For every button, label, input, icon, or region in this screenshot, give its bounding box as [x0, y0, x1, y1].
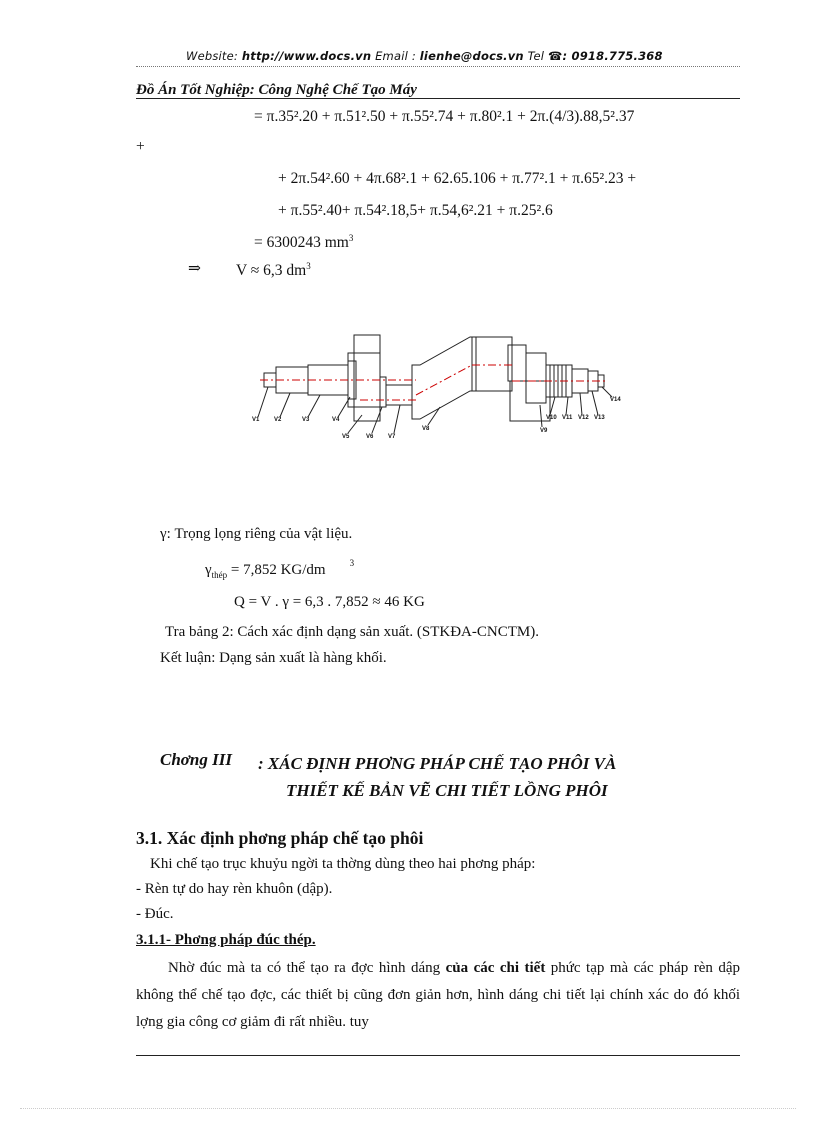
- website-label: Website:: [186, 49, 242, 63]
- email-link[interactable]: lienhe@docs.vn: [419, 49, 524, 63]
- email-label: Email :: [371, 49, 420, 63]
- label-v7: V7: [388, 434, 396, 440]
- crankshaft-figure: [250, 325, 630, 445]
- volume-result-mm3: = 6300243 $mm^3$: [254, 233, 354, 251]
- mass-equation: Q = V . γ = 6,3 . 7,852 ≈ 46 KG: [234, 594, 425, 610]
- conclusion: Kết luận: Dạng sản xuất là hàng khối.: [160, 650, 387, 666]
- label-v6: V6: [366, 434, 374, 440]
- continuation-plus: +: [136, 138, 145, 155]
- phone-icon: ☎: [547, 49, 563, 63]
- tel-label: Tel: [523, 49, 548, 63]
- footer-divider: [136, 1055, 740, 1056]
- crank-pin-left: [386, 385, 412, 405]
- page-edge: [20, 1108, 796, 1109]
- chapter-title-line-1: : XÁC ĐỊNH PHƠNG PHÁP CHẾ TẠO PHÔI VÀ: [258, 754, 617, 773]
- implies-arrow: ⇒: [188, 260, 201, 277]
- label-v1: V1: [252, 417, 260, 423]
- method-item-casting: - Đúc.: [136, 906, 174, 922]
- steel-density: $\gamma_{thép} = 7,852$ KG/dm $^3$: [205, 558, 355, 580]
- crank-web-left: [354, 335, 380, 421]
- crank-web-angled: [412, 337, 476, 419]
- section-3-1-intro: Khi chế tạo trục khuỷu ngời ta thờng dùng theo hai phơng pháp:: [150, 856, 536, 872]
- volume-equation-line-3: + π.55².40+ π.54².18,5+ π.54,6².21 + π.25².6: [278, 202, 553, 219]
- title-divider: [136, 98, 740, 99]
- volume-equation-line-2: + 2π.54².60 + 4π.68².1 + 62.65.106 + π.77².1 + π.65².23 +: [278, 170, 637, 187]
- crank-web-right: [510, 381, 550, 421]
- header-divider: [136, 66, 740, 67]
- label-v11: V11: [562, 415, 573, 421]
- chapter-label: Chơng III: [160, 750, 232, 769]
- page-header: [186, 49, 663, 63]
- label-v4: V4: [332, 417, 340, 423]
- section-3-1-1-heading: 3.1.1- Phơng pháp đúc thép.: [136, 932, 316, 948]
- label-v13: V13: [594, 415, 605, 421]
- method-item-forging: - Rèn tự do hay rèn khuôn (dập).: [136, 881, 333, 897]
- label-v14: V14: [610, 397, 621, 403]
- label-v9: V9: [540, 428, 548, 434]
- gamma-definition: γ: Trọng lọng riêng của vật liệu.: [160, 526, 353, 542]
- table-reference: Tra bảng 2: Cách xác định dạng sản xuất. (STKĐA-CNCTM).: [165, 624, 539, 640]
- label-v8: V8: [422, 426, 430, 432]
- label-v2: V2: [274, 417, 282, 423]
- casting-paragraph: Nhờ đúc mà ta có thể tạo ra đợc hình dáng của các chi tiết phức tạp mà các pháp rèn dập không thể chế tạo đợc, các thiết bị cũng đơn giản hơn, hình dáng chi tiết lại chính xác do đó khối lợng gia công cơ giảm đi rất nhiều. tuy: [136, 960, 740, 1030]
- chapter-title-line-2: THIẾT KẾ BẢN VẼ CHI TIẾT LỒNG PHÔI: [286, 781, 608, 800]
- document-title: Đồ Án Tốt Nghiệp: Công Nghệ Chế Tạo Máy: [136, 82, 417, 98]
- label-v12: V12: [578, 415, 589, 421]
- label-v5: V5: [342, 434, 350, 440]
- section-3-1-heading: 3.1. Xác định phơng pháp chế tạo phôi: [136, 828, 424, 848]
- volume-result-dm3: V ≈ 6,3 $dm^3$: [236, 261, 311, 279]
- website-link[interactable]: http://www.docs.vn: [241, 49, 372, 63]
- label-v10: V10: [546, 415, 557, 421]
- label-v3: V3: [302, 417, 310, 423]
- phone-number: : 0918.775.368: [562, 49, 663, 63]
- volume-equation-line-1: = π.35².20 + π.51².50 + π.55².74 + π.80².1 + 2π.(4/3).88,5².37: [254, 108, 635, 125]
